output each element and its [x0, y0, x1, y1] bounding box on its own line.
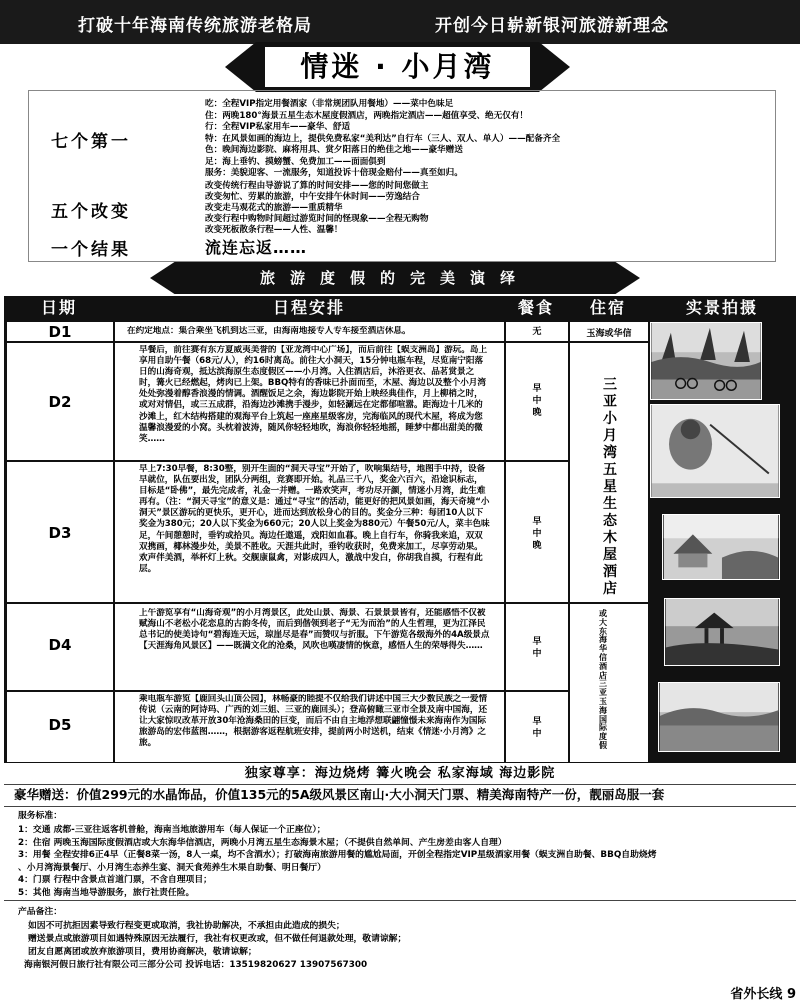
- d5-schedule-text: 乘电瓶车游览【鹿回头山顶公园】，林畅豪的睦提不仅给我们讲述中国三大少数民族之一爱情传说（云南的阿诗玛、广西的刘三姐、三亚的鹿回头）；登高俯瞰三亚市全景及南中国海，还让大家惊叹改革开放30年沧海桑田的巨变，而后不由自主地浮想联翩憧憬未来海南作为国际旅游岛的宏伟蓝图……，根据游客返程航班安排，提前两小时送机，结束《情迷·小月湾》之旅。: [139, 694, 488, 749]
- notes-line: 赠送景点或旅游项目如遇特殊原因无法履行，我社有权更改或，但不做任何退款处理，敬请谅解；: [28, 934, 407, 944]
- five-changes-line: 改变行程中购物时间超过游览时间的怪现象——全程无购物: [205, 214, 429, 224]
- service-line: 、小月湾海景餐厅、小月湾生态养生宴、洞天食苑养生木果自助餐、明日餐厅）: [18, 862, 326, 873]
- d2-d3-stay-cell: [570, 343, 648, 602]
- d3-meal-cell: [506, 462, 568, 602]
- d5-day-label: D5: [48, 716, 72, 734]
- d5-schedule-cell: [115, 692, 504, 762]
- d5-meal-cell: [506, 692, 568, 762]
- photo-coastline: [658, 682, 780, 752]
- header-meals: 餐食: [517, 298, 554, 317]
- five-changes-line: 改变匆忙、劳累的旅游，中午安排午休时间——劳逸结合: [205, 192, 420, 202]
- d4-meal-text: 早 中: [532, 637, 542, 659]
- page-title: 情迷 · 小月湾: [265, 47, 530, 87]
- d2-day-cell: [7, 343, 113, 460]
- top-header-bar: [0, 0, 800, 44]
- d5-meal-text: 早 中: [532, 717, 542, 739]
- photo-beach-huts: [662, 514, 780, 580]
- d1-schedule-text: 在约定地点：集合乘坐飞机到达三亚，由海南地接专人专车接至酒店休息。: [127, 326, 411, 336]
- seven-firsts-label: 七个第一: [51, 132, 131, 152]
- seven-firsts-line: 住：两晚180°海景五星生态木屋度假酒店，两晚指定酒店——超值享受、绝无仅有！: [205, 110, 529, 121]
- service-line: 5：其他 海南当地导游服务，旅行社责任险。: [18, 887, 195, 898]
- photo-woman-beach: [650, 404, 780, 498]
- header-slogan-left: 打破十年海南传统旅游老格局: [78, 16, 312, 36]
- d4-d5-stay-label: 或 大 东 海 华 信 酒 店 三 亚 玉 海 国 际 度 假: [599, 609, 607, 750]
- d1-day-label: D1: [48, 323, 72, 341]
- d2-schedule-text: 早餐后，前往赛有东方夏威夷美誉的【亚龙湾中心广场】，而后前往【蜈支洲岛】游玩。岛上享用自助午餐（68元/人），约16时离岛。前往大小洞天，15分钟电瓶车程，尽览南宁阳落日的山海奇观，抵达滨海原生态度假区——小月湾。入住酒店后，沐浴更衣、品茗赏景之时，篝火已经燃起，烤肉已上架。BBQ特有的香味已扑面而至，木屋、海边以及整个小月湾处处弥漫着醇香浪漫的情调。酒醒饭足之余，海边影院开始上映经典佳作，月上柳梢之时，或对对情侣，或三五成群，沿海边沙滩携手漫步，如轻涮远在定都郁喧嚣。距海边十几米的沙滩上，红木结构搭建的观海平台上筑起一座座星级客房，完海临风的现代木屋，将成为您温馨浪漫爱的小窝。头枕着波涛，随风你轻轻地吹，海浪你轻轻地摇，睡梦中都出甜美的微笑……: [139, 345, 488, 444]
- highlights-box: [28, 90, 776, 262]
- seven-firsts-line: 行：全程VIP私家用车——豪华、舒适: [205, 122, 351, 132]
- seven-firsts-line: 色：晚间海边影院、麻将用具、赏夕阳落日的绝佳之地——豪华赠送: [205, 145, 463, 155]
- d3-schedule-cell: [115, 462, 504, 602]
- d2-meal-text: 早 中 晚: [532, 384, 542, 418]
- one-result-value: 流连忘返……: [205, 238, 308, 257]
- notes-line: 如因不可抗拒因素导致行程变更或取消，我社协助解决，不承担由此造成的损失；: [28, 921, 345, 931]
- five-changes-line: 改变死板散条行程——人性、温馨！: [205, 225, 343, 235]
- seven-firsts-line: 特：在风景如画的海边上，提供免费私家“美利达”自行车（三人、双人、单人）——配备齐全: [205, 133, 561, 144]
- free-gifts: 豪华赠送：价值299元的水晶饰品，价值135元的5A级风景区南山·大小洞天门票、精美海南特产一份，靓丽岛服一套: [14, 787, 665, 802]
- exclusive-benefits: 独家尊享：海边烧烤 篝火晚会 私家海域 海边影院: [4, 763, 796, 785]
- service-line: 2：住宿 两晚玉海国际度假酒店或大东海华信酒店，两晚小月湾五星生态海景木屋；（不提供自然单间、产生房差由客人自理）: [18, 837, 507, 848]
- service-line: 1：交通 成都-三亚往返客机普舱，海南当地旅游用车（每人保证一个正座位）；: [18, 825, 326, 835]
- header-photos: 实景拍摄: [685, 298, 758, 317]
- d3-schedule-text: 早上7:30早餐，8:30整，别开生面的“洞天寻宝”开始了，吹响集结号，地图手中持，设备早就位，队伍要出发，团队分两组，竞赛即开始。礼品三千八，奖金六百六，沿途识标志，目标是“卧佛”，最先完成者，礼金一并赠。一路欢笑声，考功尽开颜，情迷小月湾，此生难再有。（注：“洞天寻宝”的意义是：通过“寻宝”的活动，能更好的把风景如画，海天奇境“小洞天”景区游玩的更快乐，更开心，进而达到放松身心的目的。奖金分三种：每团10人以下奖金为380元；20人以下奖金为660元；20人以上奖金为880元）午餐50元/人，菜丰色味足，午间憩憩时，垂钓或拾贝。海边任遨遥，戏阳如血暮。晚上自行车，你骑我来追，双双双携画，椰林漫步处，美景不胜收。天涯共此时，垂钓收获时，免费来加工，尽享劳动果。欢声伴美酒，举杯灯上秋。交舰康鼠禽，对影成四人，激战中发白，你胡我自摸，行程有此层。: [139, 464, 490, 574]
- d3-day-cell: [7, 462, 113, 602]
- seven-firsts-line: 吃：全程VIP指定用餐酒家（非常规团队用餐地）——菜中色味足: [205, 99, 454, 109]
- d4-d5-stay-text: [596, 610, 610, 751]
- photo-seaside-pavilion: [664, 598, 780, 666]
- seven-firsts-line: 足：海上垂钓、摸螃蟹、免费加工——面面俱到: [205, 156, 386, 167]
- notes-line: 海南银河假日旅行社有限公司三部分公司 投诉电话：13519820627 13907567300: [24, 960, 368, 970]
- service-standards: [4, 806, 796, 901]
- d4-schedule-text: 上午游览享有“山海奇观”的小月湾景区，此处山景、海景、石景景景皆有，还能感悟不仅被赋海山不老松小花恋息的古韵冬传，而后到偕领到老子“无为而治”的人生哲理，更为江泽民总书记的使美诗句“碧海连天远，琼崖尽是春”而赞叹与折服。下午游览各级海外的4A级景点【天涯海角风景区】——既满文化的沧桑，风吹也嘆凄情的恢意，感悟人生的荣辱得失……: [139, 608, 490, 652]
- d1-meal-cell: [506, 322, 568, 341]
- notes-line: 团友自愿离团或放弃旅游项目，费用协商解决，敬请谅解；: [28, 947, 257, 957]
- header-schedule: 日程安排: [272, 298, 345, 317]
- d4-d5-stay-cell: [570, 604, 648, 762]
- section-banner-text: 旅游度假的完美演绎: [259, 269, 530, 287]
- d4-schedule-cell: [115, 604, 504, 690]
- product-notes: [4, 904, 796, 980]
- header-stay: 住宿: [589, 298, 626, 317]
- itinerary-table: [4, 296, 796, 763]
- d3-day-label: D3: [48, 524, 72, 542]
- d5-day-cell: [7, 692, 113, 762]
- five-changes-line: 改变传统行程由导游说了算的时间安排——您的时间您做主: [205, 181, 429, 191]
- one-result-label: 一个结果: [51, 240, 131, 260]
- title-banner: [225, 42, 570, 92]
- five-changes-line: 改变走马观花式的旅游——重质精华: [205, 203, 343, 213]
- header-day: 日期: [40, 298, 77, 317]
- service-line: 4：门票 行程中含景点首道门票，不含自理项目；: [18, 875, 212, 885]
- d1-stay-text: 玉海或华信: [586, 329, 632, 339]
- d4-meal-cell: [506, 604, 568, 690]
- d1-schedule-cell: [115, 322, 504, 341]
- seven-firsts-line: 服务：美貌迎客、一流服务，知道投诉十倍现金赔付——真至如归。: [205, 168, 463, 178]
- service-title: 服务标准：: [18, 811, 62, 821]
- photo-cycling-beach: [650, 322, 762, 400]
- page-footer: 省外长线 9: [730, 987, 796, 1002]
- d1-meal-text: 无: [532, 327, 542, 337]
- d4-day-label: D4: [48, 636, 72, 654]
- service-line: 3：用餐 全程安排6正4早（正餐8菜一汤，8人一桌，均不含酒水）；打破海南旅游用餐的尴尬局面，开创全程指定VIP星级酒家用餐（蜈支洲自助餐、BBQ自助烧烤: [18, 850, 657, 860]
- d3-meal-text: 早 中 晚: [532, 517, 542, 551]
- notes-title: 产品备注：: [18, 907, 62, 917]
- section-banner: [150, 262, 640, 294]
- five-changes-label: 五个改变: [51, 202, 131, 222]
- d1-day-cell: [7, 322, 113, 341]
- d2-schedule-cell: [115, 343, 504, 460]
- d2-day-label: D2: [48, 393, 72, 411]
- d2-meal-cell: [506, 343, 568, 460]
- d2-d3-stay-text: 三亚小月湾五星生态木屋酒店: [603, 377, 617, 597]
- d1-stay-cell: [570, 322, 648, 341]
- d4-day-cell: [7, 604, 113, 690]
- header-slogan-right: 开创今日崭新银河旅游新理念: [435, 16, 669, 36]
